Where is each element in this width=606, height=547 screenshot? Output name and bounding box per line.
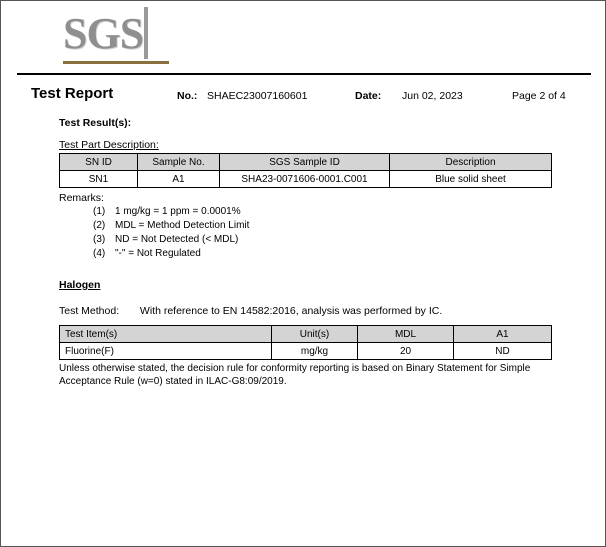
test-part-description-heading: Test Part Description: xyxy=(59,139,159,151)
list-item xyxy=(59,233,577,246)
report-no-label: No.: xyxy=(177,90,198,102)
logo-underline xyxy=(63,61,169,64)
halogen-results-table xyxy=(59,325,552,360)
remark-index: (2) xyxy=(93,220,106,231)
report-no-value: SHAEC23007160601 xyxy=(207,90,308,102)
test-method-row xyxy=(59,305,577,317)
cell-unit: mg/kg xyxy=(272,343,358,360)
remark-index: (1) xyxy=(93,206,106,217)
sgs-logo xyxy=(63,11,183,59)
cell-sn-id: SN1 xyxy=(60,171,138,188)
cell-sgs-sample-id: SHA23-0071606-0001.C001 xyxy=(220,171,390,188)
decision-rule-footnote: Unless otherwise stated, the decision rule for conformity reporting is based on Binary Statement for Simple Acceptance Rule (w=0) stated in ILAC-G8:09/2019. xyxy=(59,363,531,387)
remarks-label: Remarks: xyxy=(59,192,104,204)
part-description-table xyxy=(59,153,552,188)
report-date-label: Date: xyxy=(355,90,382,102)
list-item xyxy=(59,219,577,232)
remark-text: 1 mg/kg = 1 ppm = 0.0001% xyxy=(115,206,241,217)
column-header-a1: A1 xyxy=(454,326,552,343)
test-method-label: Test Method: xyxy=(59,305,120,317)
cell-mdl: 20 xyxy=(358,343,454,360)
sgs-logo-text: SGS xyxy=(63,9,144,58)
column-header-sn-id: SN ID xyxy=(60,154,138,171)
remark-text: ND = Not Detected (< MDL) xyxy=(115,234,239,245)
table-header-row xyxy=(60,154,552,171)
column-header-sample-no: Sample No. xyxy=(138,154,220,171)
remark-text: MDL = Method Detection Limit xyxy=(115,220,250,231)
halogen-heading: Halogen xyxy=(59,279,101,291)
column-header-sgs-sample-id: SGS Sample ID xyxy=(220,154,390,171)
report-date-value: Jun 02, 2023 xyxy=(402,90,463,102)
cell-result-a1: ND xyxy=(454,343,552,360)
column-header-mdl: MDL xyxy=(358,326,454,343)
report-body xyxy=(31,117,577,388)
table-row xyxy=(60,343,552,360)
remark-text: "-" = Not Regulated xyxy=(115,248,201,259)
report-header-row xyxy=(17,85,591,109)
cell-test-item: Fluorine(F) xyxy=(60,343,272,360)
list-item xyxy=(59,247,577,260)
page-number: Page 2 of 4 xyxy=(512,90,566,102)
column-header-test-items: Test Item(s) xyxy=(60,326,272,343)
cell-sample-no: A1 xyxy=(138,171,220,188)
column-header-units: Unit(s) xyxy=(272,326,358,343)
column-header-description: Description xyxy=(390,154,552,171)
remarks-list xyxy=(59,205,577,260)
table-row xyxy=(60,171,552,188)
table-header-row xyxy=(60,326,552,343)
test-method-value: With reference to EN 14582:2016, analysis was performed by IC. xyxy=(139,305,443,317)
logo-vertical-bar xyxy=(144,7,148,59)
cell-description: Blue solid sheet xyxy=(390,171,552,188)
halogen-section xyxy=(31,261,577,295)
remark-index: (4) xyxy=(93,248,106,259)
page-title: Test Report xyxy=(31,85,114,102)
remark-index: (3) xyxy=(93,234,106,245)
test-results-heading: Test Result(s): xyxy=(59,117,132,129)
list-item xyxy=(59,205,577,218)
header-divider xyxy=(17,73,591,75)
